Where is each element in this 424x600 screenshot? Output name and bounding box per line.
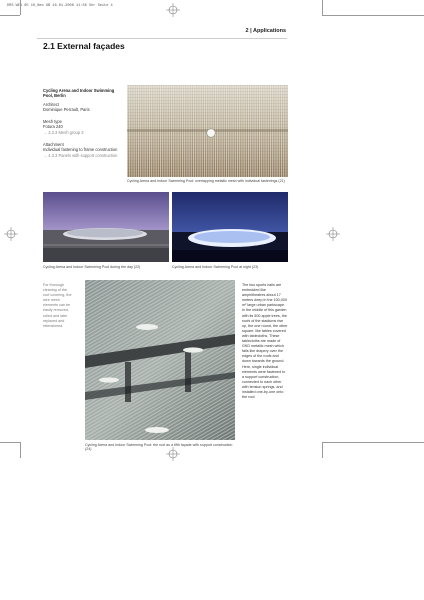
- day-photo-caption: Cycling Arena and Indoor Swimming Pool during the day (22): [43, 265, 141, 269]
- mesh-label: Mesh type: [43, 119, 62, 124]
- attachment-block: [43, 142, 121, 158]
- attachment-reference: → 4.3.3 Panels with support construction: [43, 152, 118, 158]
- mesh-closeup-photo: [127, 85, 288, 177]
- crop-mark: [322, 15, 424, 16]
- crop-mark: [20, 0, 21, 15]
- roof-photo-caption: Cycling Arena and Indoor Swimming Pool: the roof as a fifth façade with support construction (24): [85, 443, 233, 452]
- registration-target-icon: [326, 227, 340, 241]
- registration-target-icon: [166, 3, 180, 17]
- project-name: Cycling Arena and Indoor Swimming Pool, Berlin: [43, 88, 115, 99]
- body-text: The two sports halls are embedded like amphitheatres about 17 meters deep in the 100,000 m² large urban parkscape. In the middle of this garden with its 500 apple trees, the roofs of the stadiums rise up, the one round, the other square, like tables covered with tablecloths. These tablecloths are made of GKD metallic mesh which falls like drapery over the edges of the roofs and down towards the ground. Here, single individual elements were fastened to a support construction, connected to each other with tension springs, and installed one-by-one onto the roof.: [242, 283, 288, 400]
- crop-mark: [322, 442, 323, 458]
- architect-label: Architect: [43, 102, 59, 107]
- mesh-photo-caption: Cycling Arena and Indoor Swimming Pool: overlapping metallic mesh with individual fastenings (21): [127, 179, 285, 183]
- mesh-value: Fotura 240: [43, 124, 63, 130]
- architect-value: Dominique Perrault, Paris: [43, 107, 90, 113]
- arena-day-photo: [43, 192, 169, 262]
- mesh-block: [43, 119, 121, 135]
- registration-target-icon: [4, 227, 18, 241]
- page-title: 2.1 External façades: [43, 41, 125, 51]
- mesh-reference: → 3.3.3 Mesh group 3: [43, 129, 84, 135]
- project-meta: [43, 88, 121, 99]
- night-photo-caption: Cycling Arena and Indoor Swimming Pool at night (23): [172, 265, 259, 269]
- roof-photo: [85, 280, 235, 440]
- crop-mark: [322, 442, 424, 443]
- architect-block: [43, 102, 121, 113]
- arena-night-photo: [172, 192, 288, 262]
- section-label: 2 | Applications: [245, 28, 286, 34]
- crop-mark: [0, 442, 20, 443]
- crop-mark: [0, 15, 20, 16]
- margin-note: For thorough cleaning of the roof covering, the wire mesh elements can be easily removed, rolled and later replaced and retensioned.: [43, 283, 72, 328]
- attachment-label: Attachment: [43, 142, 64, 147]
- crop-mark: [322, 0, 323, 15]
- print-header: DRS WEA 65 10_Neo GB 16.01.2006 11:56 Uhr Seite 4: [7, 4, 113, 8]
- crop-mark: [20, 442, 21, 458]
- attachment-value: Individual fastening to frame construction: [43, 147, 118, 153]
- header-rule: [37, 38, 287, 39]
